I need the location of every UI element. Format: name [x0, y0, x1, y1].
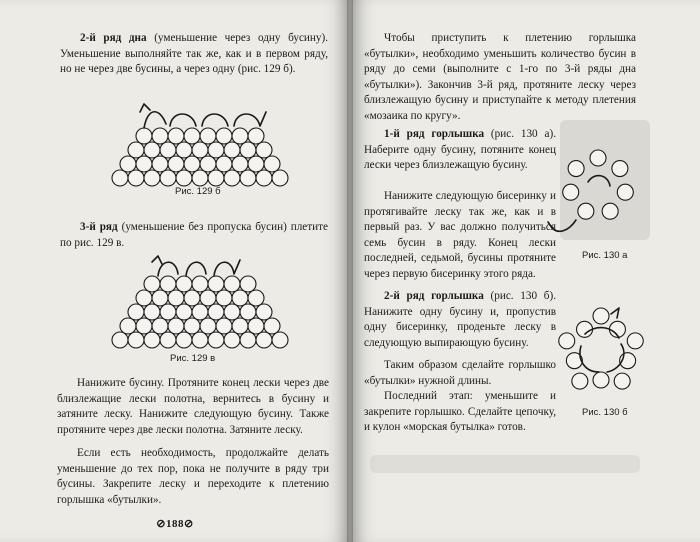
bead-shape	[128, 142, 144, 158]
bead-shape	[136, 156, 152, 172]
bead-shape	[578, 203, 594, 219]
right-paragraph-2-text: Наберите одну бусину, потяните конец лески через близлежащую бусину.	[364, 143, 556, 172]
bead-shape	[216, 318, 232, 334]
bead-shape	[627, 333, 643, 349]
right-page	[350, 0, 700, 542]
bead-shape	[208, 142, 224, 158]
right-paragraph-5-text: Таким образом сделайте горлышко «бутылки» нужной длины.	[364, 359, 556, 387]
bead-shape	[216, 290, 232, 306]
bead-shape	[160, 332, 176, 348]
right-heading-neck-row1: 1-й ряд горлышка	[384, 128, 485, 140]
bead-shape	[176, 276, 192, 292]
bead-shape	[224, 170, 240, 186]
bead-shape	[240, 304, 256, 320]
bead-shape	[160, 304, 176, 320]
bead-shape	[184, 156, 200, 172]
book-gutter	[347, 0, 353, 542]
bead-shape	[168, 156, 184, 172]
page-number: ⊘188⊘	[156, 518, 194, 530]
bead-shape	[208, 332, 224, 348]
right-paragraph-4	[364, 289, 556, 351]
bead-shape	[216, 128, 232, 144]
bead-shape	[248, 128, 264, 144]
figure-130b-bead-diagram	[555, 306, 647, 398]
bead-shape	[602, 203, 618, 219]
left-paragraph-4	[57, 446, 329, 508]
right-paragraph-3-text: Нанижите следующую бисеринку и протягивайте леску так же, как и в первый раз. У вас должно получиться семь бусин в ряду. Конец лески последней, седьмой, бусины протяните через первую бисеринку этого ряда.	[364, 190, 556, 280]
right-paragraph-2-ref: (рис. 130 а).	[484, 128, 556, 140]
bead-shape	[264, 318, 280, 334]
bead-shape	[192, 276, 208, 292]
bead-shape	[184, 318, 200, 334]
left-paragraph-2	[60, 220, 328, 251]
page-number-value: 188	[166, 518, 184, 530]
left-heading-row2: 2-й ряд дна	[80, 32, 147, 44]
bead-shape	[136, 318, 152, 334]
bead-shape	[200, 156, 216, 172]
bead-shape	[136, 128, 152, 144]
bead-shape	[136, 290, 152, 306]
right-paragraph-2	[364, 127, 556, 174]
bead-shape	[160, 170, 176, 186]
bead-shape	[152, 128, 168, 144]
left-paragraph-1	[60, 31, 328, 78]
bead-shape	[144, 170, 160, 186]
bead-shape	[200, 128, 216, 144]
right-paragraph-1-text: Чтобы приступить к плетению горлышка «бутылки», необходимо уменьшить количество бусин в ряду до семи (выполните с 1-го по 3-й ряды дна «бутылки»). Закончив 3-й ряд, протяните леску через близлежащую бусину и приступайте к методу плетения «мозаика по кругу».	[364, 32, 636, 122]
bead-shape	[152, 290, 168, 306]
bead-shape	[224, 142, 240, 158]
bead-shape	[120, 318, 136, 334]
bead-shape	[256, 304, 272, 320]
bead-shape	[264, 156, 280, 172]
bead-shape	[128, 170, 144, 186]
bead-shape	[224, 332, 240, 348]
right-paragraph-3	[364, 189, 556, 283]
bead-shape	[168, 318, 184, 334]
bead-shape	[184, 290, 200, 306]
bead-shape	[568, 161, 584, 177]
thread-path	[588, 176, 610, 186]
bead-shape	[240, 142, 256, 158]
bead-shape	[256, 170, 272, 186]
bead-shape	[176, 304, 192, 320]
right-paragraph-6-text: Последний этап: уменьшите и закрепите горлышко. Сделайте цепочку, и кулон «морская бутылка» готов.	[364, 390, 556, 434]
right-paragraph-1	[364, 31, 636, 125]
bead-shape	[572, 373, 588, 389]
bead-shape	[590, 150, 606, 166]
bead-shape	[208, 170, 224, 186]
bead-shape	[152, 318, 168, 334]
bead-shape	[256, 332, 272, 348]
bead-shape	[232, 318, 248, 334]
bead-shape	[240, 332, 256, 348]
bead-shape	[176, 142, 192, 158]
right-paragraph-5	[364, 358, 556, 389]
bead-shape	[272, 332, 288, 348]
bead-shape	[144, 304, 160, 320]
bead-shape	[144, 332, 160, 348]
bead-shape	[168, 128, 184, 144]
bead-shape	[120, 156, 136, 172]
bead-shape	[240, 276, 256, 292]
figure-129b-caption: Рис. 129 б	[175, 186, 221, 197]
figure-130a-caption: Рис. 130 а	[582, 250, 628, 261]
bead-shape	[614, 373, 630, 389]
bead-shape	[216, 156, 232, 172]
bead-shape	[176, 332, 192, 348]
bead-shape	[559, 333, 575, 349]
bead-shape	[128, 304, 144, 320]
right-paragraph-6	[364, 389, 556, 436]
bead-shape	[593, 308, 609, 324]
left-paragraph-1-text: (уменьшение через одну бусину). Уменьшение выполняйте так же, как и в первом ряду, но не через две бусины, а через одну (рис. 129 б).	[60, 32, 328, 76]
bead-shape	[112, 332, 128, 348]
bead-shape	[160, 276, 176, 292]
bead-shape	[208, 276, 224, 292]
bead-shape	[563, 184, 579, 200]
right-paragraph-4-text: Нанижите одну бусину и, пропустив одну бисеринку, проденьте леску в следующую выпирающую бусину.	[364, 305, 556, 349]
bead-shape	[248, 318, 264, 334]
bead-shape	[184, 128, 200, 144]
bead-shape	[192, 332, 208, 348]
thread-path	[152, 256, 162, 264]
bead-shape	[256, 142, 272, 158]
bead-shape	[232, 290, 248, 306]
figure-130b-caption: Рис. 130 б	[582, 407, 628, 418]
print-smudge-bottom	[370, 455, 640, 473]
bead-shape	[160, 142, 176, 158]
bead-shape	[128, 332, 144, 348]
bead-shape	[144, 276, 160, 292]
bead-shape	[176, 170, 192, 186]
bead-shape	[208, 304, 224, 320]
bead-shape	[112, 170, 128, 186]
right-heading-neck-row2: 2-й ряд горлышка	[384, 290, 484, 302]
bead-shape	[617, 184, 633, 200]
bead-shape	[200, 318, 216, 334]
bead-shape	[224, 276, 240, 292]
bead-shape	[593, 372, 609, 388]
bead-shape	[192, 170, 208, 186]
thread-path	[611, 308, 619, 318]
left-paragraph-4-text: Если есть необходимость, продолжайте делать уменьшение до тех пор, пока не получите в ряду три бусины. Закрепите леску и переходите к плетению горлышка «бутылки».	[57, 447, 329, 506]
bead-shape	[612, 161, 628, 177]
bead-shape	[272, 170, 288, 186]
figure-129v-caption: Рис. 129 в	[170, 353, 216, 364]
right-paragraph-4-ref: (рис. 130 б).	[483, 290, 556, 302]
bead-shape	[192, 304, 208, 320]
bead-shape	[192, 142, 208, 158]
bead-shape	[232, 156, 248, 172]
bead-shape	[152, 156, 168, 172]
figure-130a-bead-diagram	[558, 142, 638, 242]
thread-path	[158, 260, 240, 276]
bead-shape	[200, 290, 216, 306]
bead-shape	[248, 156, 264, 172]
left-paragraph-2-text: (уменьшение без пропуска бусин) плетите по рис. 129 в.	[60, 221, 329, 249]
bead-shape	[168, 290, 184, 306]
left-heading-row3: 3-й ряд	[80, 221, 118, 233]
bead-shape	[240, 170, 256, 186]
bead-shape	[232, 128, 248, 144]
left-paragraph-3	[57, 376, 329, 438]
bead-shape	[224, 304, 240, 320]
thread-path	[144, 112, 266, 128]
figure-129b-bead-diagram	[100, 98, 300, 186]
bead-shape	[248, 290, 264, 306]
figure-129v-bead-diagram	[100, 254, 300, 350]
left-paragraph-3-text: Нанижите бусину. Протяните конец лески через две близлежащие лески полотна, вернитесь в бусину и затяните леску. Нанижите следующую бусину. Также протяните через две лески полотна. Затяните леску.	[57, 377, 329, 436]
bead-shape	[144, 142, 160, 158]
thread-path	[140, 104, 150, 112]
